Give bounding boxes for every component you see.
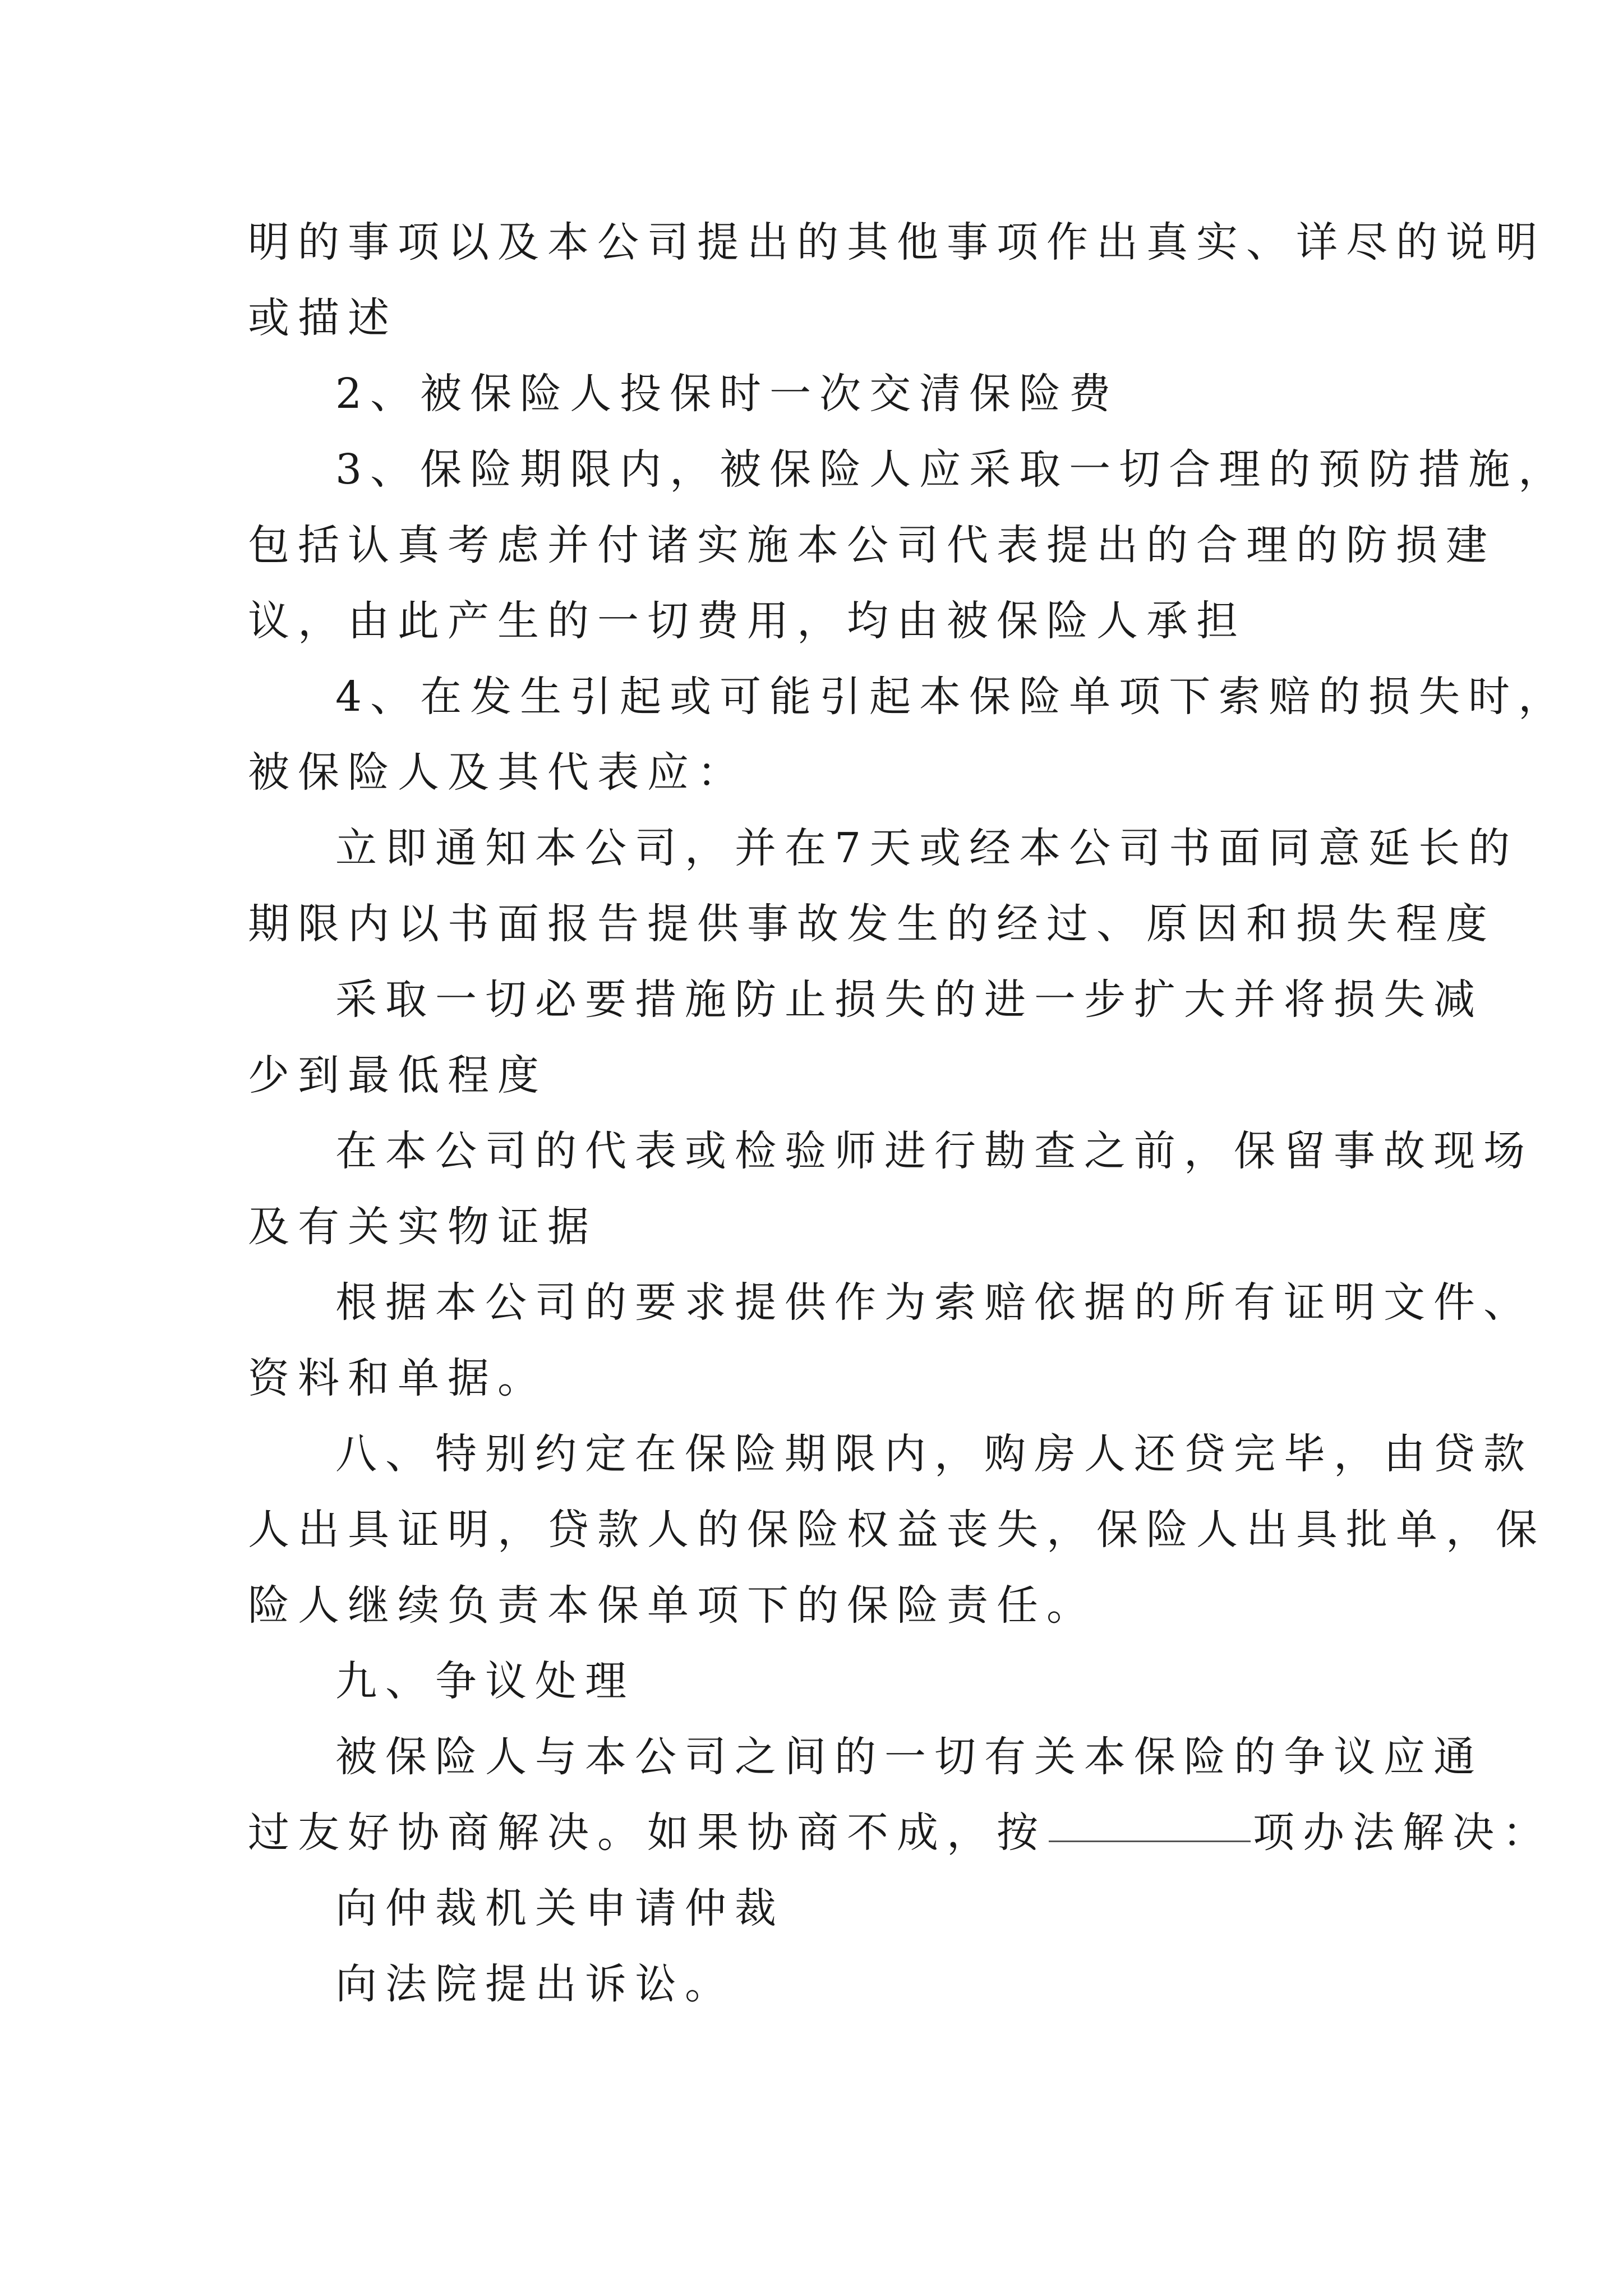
- paragraph-line: 期限内以书面报告提供事故发生的经过、原因和损失程度: [248, 900, 1496, 948]
- paragraph-line: 被保险人及其代表应：: [248, 748, 747, 797]
- blank-line-prefix: 过友好协商解决。如果协商不成，按: [248, 1809, 1046, 1857]
- paragraph-line: 资料和单据。: [248, 1354, 547, 1402]
- paragraph-line: 议，由此产生的一切费用，均由被保险人承担: [248, 597, 1246, 645]
- clause-3: 3、保险期限内，被保险人应采取一切合理的预防措施，: [335, 445, 1569, 494]
- paragraph-line: 明的事项以及本公司提出的其他事项作出真实、详尽的说明: [248, 218, 1546, 266]
- paragraph-line: 及有关实物证据: [248, 1203, 597, 1251]
- paragraph-line-with-blank: [248, 1793, 1552, 1872]
- fill-in-blank: [1049, 1838, 1251, 1842]
- paragraph-line: 被保险人与本公司之间的一切有关本保险的争议应通: [335, 1733, 1483, 1781]
- option-litigation: 向法院提出诉讼。: [335, 1960, 735, 2008]
- paragraph-line: 或描述: [248, 294, 398, 342]
- paragraph-line: 少到最低程度: [248, 1051, 547, 1099]
- section-9-heading: 九、争议处理: [335, 1657, 635, 1705]
- sub-item-measures: 采取一切必要措施防止损失的进一步扩大并将损失减: [335, 976, 1483, 1024]
- blank-line-suffix: 项办法解决：: [1253, 1809, 1552, 1857]
- paragraph-line: 人出具证明，贷款人的保险权益丧失，保险人出具批单，保: [248, 1506, 1546, 1554]
- sub-item-notify: 立即通知本公司，并在7天或经本公司书面同意延长的: [335, 824, 1519, 872]
- clause-2: 2、被保险人投保时一次交清保险费: [335, 370, 1119, 418]
- clause-4: 4、在发生引起或可能引起本保险单项下索赔的损失时，: [335, 673, 1569, 721]
- paragraph-line: 险人继续负责本保单项下的保险责任。: [248, 1581, 1096, 1630]
- paragraph-line: 包括认真考虑并付诸实施本公司代表提出的合理的防损建: [248, 521, 1496, 569]
- sub-item-preserve-scene: 在本公司的代表或检验师进行勘查之前，保留事故现场: [335, 1127, 1533, 1175]
- option-arbitration: 向仲裁机关申请仲裁: [335, 1884, 785, 1932]
- section-8: 八、特别约定在保险期限内，购房人还贷完毕，由贷款: [335, 1430, 1533, 1478]
- sub-item-documents: 根据本公司的要求提供作为索赔依据的所有证明文件、: [335, 1278, 1533, 1327]
